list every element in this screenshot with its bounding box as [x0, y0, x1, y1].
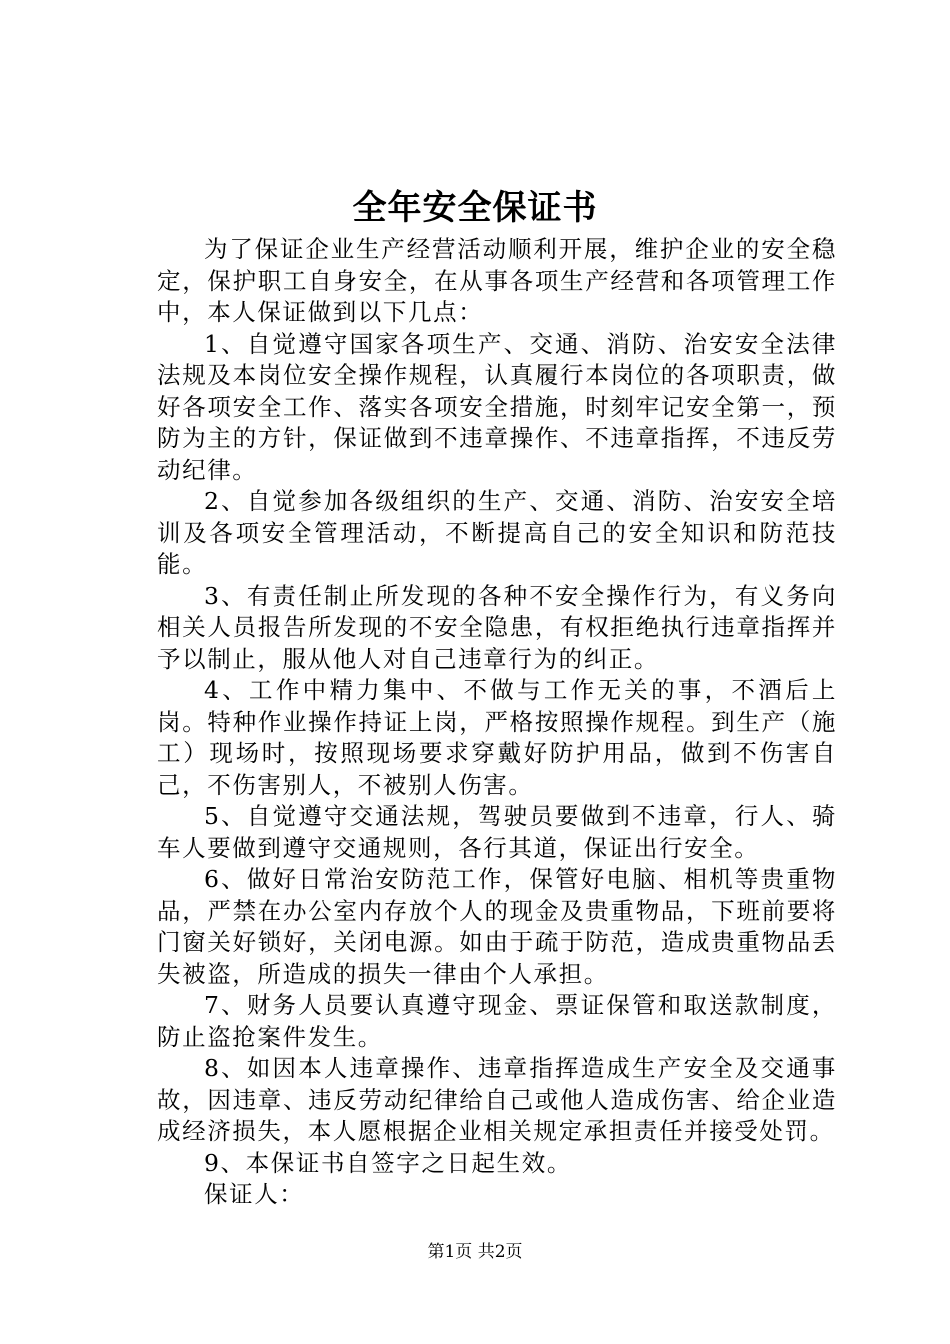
- document-body: [157, 234, 837, 1211]
- clause-5: 5、自觉遵守交通法规，驾驶员要做到不违章，行人、骑车人要做到遵守交通规则，各行其道，保证出行安全。: [157, 802, 837, 862]
- document-title: 全年安全保证书: [352, 188, 598, 228]
- clause-8: 8、如因本人违章操作、违章指挥造成生产安全及交通事故，因违章、违反劳动纪律给自己或他人造成伤害、给企业造成经济损失，本人愿根据企业相关规定承担责任并接受处罚。: [157, 1054, 837, 1145]
- clause-9: 9、本保证书自签字之日起生效。: [204, 1148, 572, 1177]
- signature-label: 保证人：: [204, 1180, 305, 1208]
- clause-2: 2、自觉参加各级组织的生产、交通、消防、治安安全培训及各项安全管理活动，不断提高自己的安全知识和防范技能。: [157, 487, 837, 578]
- intro-paragraph: 为了保证企业生产经营活动顺利开展，维护企业的安全稳定，保护职工自身安全，在从事各项生产经营和各项管理工作中，本人保证做到以下几点：: [157, 235, 837, 326]
- clause-6: 6、做好日常治安防范工作，保管好电脑、相机等贵重物品，严禁在办公室内存放个人的现金及贵重物品，下班前要将门窗关好锁好，关闭电源。如由于疏于防范，造成贵重物品丢失被盗，所造成的损失一律由个人承担。: [157, 865, 837, 988]
- page-footer: 第1页 共2页: [427, 1242, 523, 1262]
- clause-3: 3、有责任制止所发现的各种不安全操作行为，有义务向相关人员报告所发现的不安全隐患，有权拒绝执行违章指挥并予以制止，服从他人对自己违章行为的纠正。: [157, 581, 837, 673]
- clause-7: 7、财务人员要认真遵守现金、票证保管和取送款制度，防止盗抢案件发生。: [157, 991, 837, 1051]
- clause-1: 1、自觉遵守国家各项生产、交通、消防、治安安全法律法规及本岗位安全操作规程，认真履行本岗位的各项职责，做好各项安全工作、落实各项安全措施，时刻牢记安全第一，预防为主的方针，保证做到不违章操作、不违章指挥，不违反劳动纪律。: [157, 329, 837, 484]
- clause-4: 4、工作中精力集中、不做与工作无关的事，不酒后上岗。特种作业操作持证上岗，严格按照操作规程。到生产（施工）现场时，按照现场要求穿戴好防护用品，做到不伤害自己，不伤害别人，不被别人伤害。: [157, 676, 837, 799]
